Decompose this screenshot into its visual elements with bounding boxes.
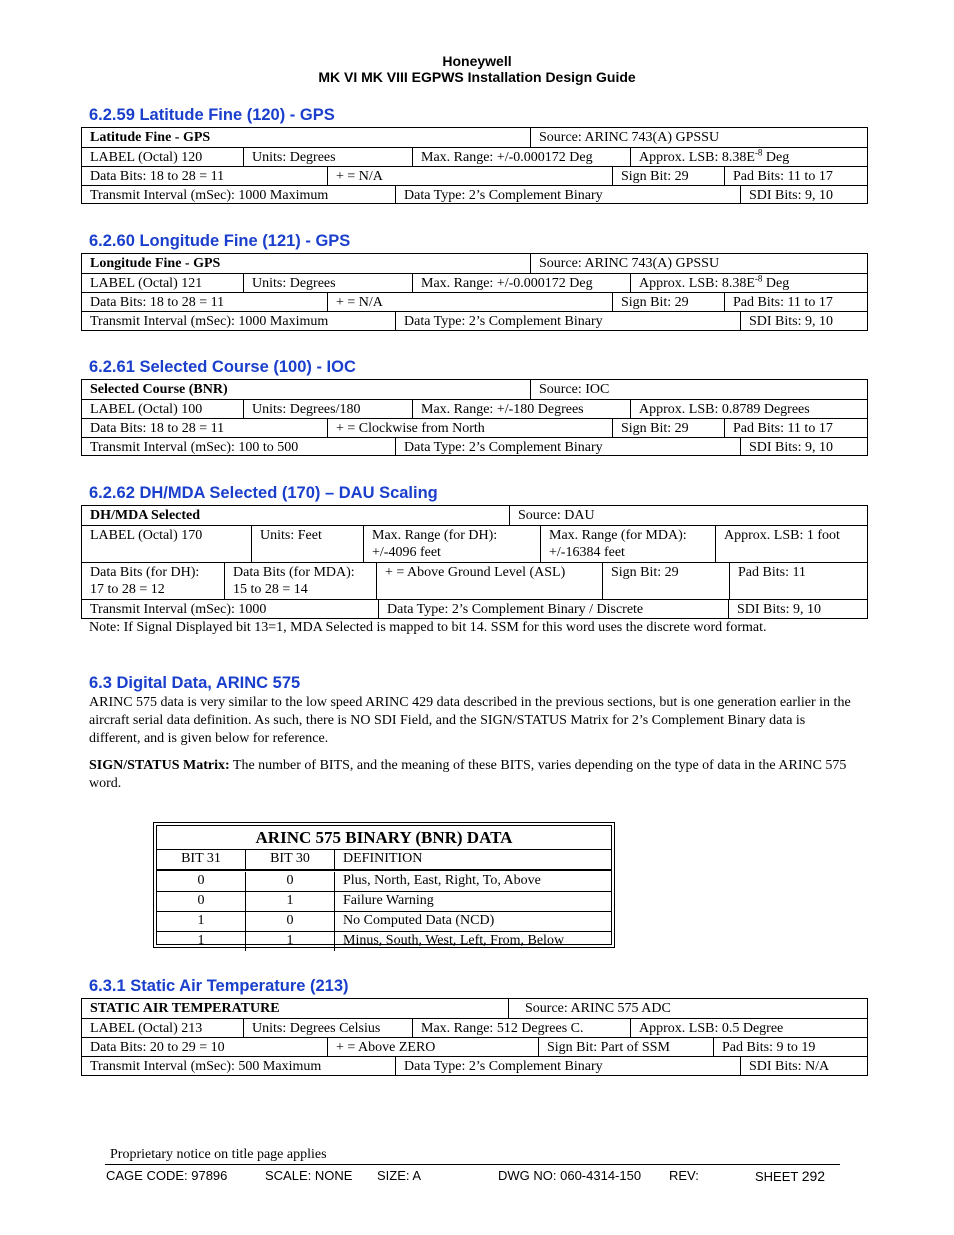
pad-bits-cell: Pad Bits: 11 to 17 <box>724 293 867 311</box>
dh-mda-note: Note: If Signal Displayed bit 13=1, MDA Selected is mapped to bit 14. SSM for this word uses the discrete word format. <box>89 620 767 635</box>
label-cell: LABEL (Octal) 100 <box>90 402 203 417</box>
heading-6-2-59: 6.2.59 Latitude Fine (120) - GPS <box>89 106 335 124</box>
bit30-cell: 1 <box>245 932 334 951</box>
sign-status-paragraph: SIGN/STATUS Matrix: The number of BITS, and the meaning of these BITS, varies depending on the type of data in the ARINC 575 word. <box>89 758 847 791</box>
matrix-header: DEFINITION <box>334 850 611 869</box>
data-type-cell: Data Type: 2’s Complement Binary <box>395 1057 740 1075</box>
label-cell: LABEL (Octal) 120 <box>90 150 203 165</box>
data-bits-cell: Data Bits: 18 to 28 = 11 <box>90 295 225 310</box>
pad-bits-cell: Pad Bits: 11 to 17 <box>724 419 867 437</box>
units-cell: Units: Degrees Celsius <box>243 1019 412 1037</box>
sdi-bits-cell: SDI Bits: 9, 10 <box>740 312 867 330</box>
table-title: STATIC AIR TEMPERATURE <box>90 1001 280 1016</box>
header-title: MK VI MK VIII EGPWS Installation Design Guide <box>318 69 636 85</box>
bit31-cell: 1 <box>197 913 205 928</box>
interval-cell: Transmit Interval (mSec): 100 to 500 <box>90 440 299 455</box>
interval-cell: Transmit Interval (mSec): 1000 Maximum <box>90 314 329 329</box>
table-title: DH/MDA Selected <box>90 508 201 523</box>
table-source: Source: DAU <box>509 506 867 525</box>
data-type-cell: Data Type: 2’s Complement Binary <box>395 186 740 203</box>
bit30-cell: 0 <box>245 872 334 891</box>
table-longitude-fine <box>81 253 868 331</box>
table-row <box>157 932 611 951</box>
lsb-cell: Approx. LSB: $8.38E^{-8}$ Deg <box>630 148 867 166</box>
pad-bits-cell: Pad Bits: 9 to 19 <box>713 1038 867 1056</box>
table-row <box>157 872 611 892</box>
table-row <box>157 892 611 912</box>
plus-cell: + = Above Ground Level (ASL) <box>376 563 602 599</box>
size: SIZE: A <box>377 1168 422 1183</box>
table-latitude-fine <box>81 127 868 204</box>
cage-code: CAGE CODE: 97896 <box>106 1168 228 1183</box>
bit31-cell: 0 <box>197 873 205 888</box>
data-type-cell: Data Type: 2’s Complement Binary / Discrete <box>378 600 728 618</box>
table-source: Source: ARINC 743(A) GPSSU <box>530 128 867 147</box>
header-company: Honeywell <box>442 53 512 69</box>
table-selected-course <box>81 379 868 456</box>
bit30-cell: 0 <box>245 912 334 931</box>
lsb-cell: Approx. LSB: 0.8789 Degrees <box>630 400 867 418</box>
data-type-cell: Data Type: 2’s Complement Binary <box>395 438 740 455</box>
arinc-575-bnr-matrix <box>153 822 615 948</box>
table-static-air-temperature <box>81 998 868 1076</box>
matrix-body <box>157 870 611 948</box>
pad-bits-cell: Pad Bits: 11 to 17 <box>724 167 867 185</box>
interval-cell: Transmit Interval (mSec): 1000 Maximum <box>90 188 329 203</box>
sdi-bits-cell: SDI Bits: 9, 10 <box>728 600 867 618</box>
matrix-header-row <box>157 850 611 870</box>
bit30-cell: 1 <box>245 892 334 911</box>
range-cell: Max. Range: +/-0.000172 Deg <box>412 148 630 166</box>
sign-bit-cell: Sign Bit: 29 <box>612 419 724 437</box>
data-type-cell: Data Type: 2’s Complement Binary <box>395 312 740 330</box>
matrix-header: BIT 30 <box>245 850 334 869</box>
label-cell: LABEL (Octal) 170 <box>90 528 203 543</box>
heading-6-2-61: 6.2.61 Selected Course (100) - IOC <box>89 358 356 376</box>
definition-cell: No Computed Data (NCD) <box>334 912 611 931</box>
scale: SCALE: NONE <box>265 1168 353 1183</box>
lsb-cell: Approx. LSB: 1 foot <box>715 526 867 562</box>
range-cell: Max. Range: 512 Degrees C. <box>412 1019 630 1037</box>
range-mda-cell: Max. Range (for MDA): +/-16384 feet <box>540 526 715 562</box>
heading-6-2-62: 6.2.62 DH/MDA Selected (170) – DAU Scaling <box>89 484 438 502</box>
data-bits-dh-cell: Data Bits (for DH): 17 to 28 = 12 <box>90 565 200 597</box>
lsb-cell: Approx. LSB: $8.38E^{-8}$ Deg <box>630 274 867 292</box>
sdi-bits-cell: SDI Bits: 9, 10 <box>740 186 867 203</box>
footer-divider <box>105 1164 840 1165</box>
data-bits-cell: Data Bits: 20 to 29 = 10 <box>90 1040 225 1055</box>
matrix-title: ARINC 575 BINARY (BNR) DATA <box>157 826 611 850</box>
table-row <box>157 912 611 932</box>
heading-6-3: 6.3 Digital Data, ARINC 575 <box>89 674 301 692</box>
units-cell: Units: Degrees <box>243 148 412 166</box>
data-bits-cell: Data Bits: 18 to 28 = 11 <box>90 421 225 436</box>
definition-cell: Plus, North, East, Right, To, Above <box>334 872 611 891</box>
sign-bit-cell: Sign Bit: 29 <box>612 167 724 185</box>
table-title: Latitude Fine - GPS <box>90 130 211 145</box>
sign-bit-cell: Sign Bit: 29 <box>602 563 729 599</box>
arinc-575-intro: ARINC 575 data is very similar to the low speed ARINC 429 data described in the previous sections, but is one generation earlier in the aircraft serial data definition. As such, there is NO SDI Field, and the SIGN/STATUS Matrix for 2’s Complement Binary data is different, and is given below for reference. <box>89 695 851 746</box>
data-bits-cell: Data Bits: 18 to 28 = 11 <box>90 169 225 184</box>
definition-cell: Minus, South, West, Left, From, Below <box>334 932 611 951</box>
units-cell: Units: Degrees/180 <box>243 400 412 418</box>
table-dh-mda-selected <box>81 505 868 619</box>
lsb-cell: Approx. LSB: 0.5 Degree <box>630 1019 867 1037</box>
proprietary-notice: Proprietary notice on title page applies <box>110 1147 327 1162</box>
interval-cell: Transmit Interval (mSec): 500 Maximum <box>90 1059 322 1074</box>
plus-cell: + = N/A <box>327 167 612 185</box>
sdi-bits-cell: SDI Bits: 9, 10 <box>740 438 867 455</box>
range-cell: Max. Range: +/-180 Degrees <box>412 400 630 418</box>
sheet-number: SHEET 292 <box>755 1168 826 1184</box>
units-cell: Units: Feet <box>251 526 363 562</box>
pad-bits-cell: Pad Bits: 11 <box>729 563 867 599</box>
interval-cell: Transmit Interval (mSec): 1000 <box>90 602 267 617</box>
table-title: Selected Course (BNR) <box>90 382 228 397</box>
rev: REV: <box>669 1168 699 1183</box>
data-bits-mda-cell: Data Bits (for MDA): 15 to 28 = 14 <box>224 563 376 599</box>
heading-6-3-1: 6.3.1 Static Air Temperature (213) <box>89 977 349 995</box>
heading-6-2-60: 6.2.60 Longitude Fine (121) - GPS <box>89 232 351 250</box>
table-source: Source: ARINC 743(A) GPSSU <box>530 254 867 273</box>
table-source: Source: IOC <box>530 380 867 399</box>
plus-cell: + = Clockwise from North <box>327 419 612 437</box>
sdi-bits-cell: SDI Bits: N/A <box>740 1057 867 1075</box>
dwg-no: DWG NO: 060-4314-150 <box>498 1168 642 1183</box>
sign-bit-cell: Sign Bit: 29 <box>612 293 724 311</box>
sign-bit-cell: Sign Bit: Part of SSM <box>538 1038 713 1056</box>
units-cell: Units: Degrees <box>243 274 412 292</box>
table-title: Longitude Fine - GPS <box>90 256 221 271</box>
matrix-header: BIT 31 <box>181 851 221 866</box>
bit31-cell: 0 <box>197 893 205 908</box>
label-cell: LABEL (Octal) 121 <box>90 276 203 291</box>
bit31-cell: 1 <box>197 933 205 948</box>
plus-cell: + = N/A <box>327 293 612 311</box>
table-source: Source: ARINC 575 ADC <box>508 999 867 1018</box>
label-cell: LABEL (Octal) 213 <box>90 1021 203 1036</box>
range-dh-cell: Max. Range (for DH): +/-4096 feet <box>363 526 540 562</box>
definition-cell: Failure Warning <box>334 892 611 911</box>
range-cell: Max. Range: +/-0.000172 Deg <box>412 274 630 292</box>
plus-cell: + = Above ZERO <box>327 1038 538 1056</box>
